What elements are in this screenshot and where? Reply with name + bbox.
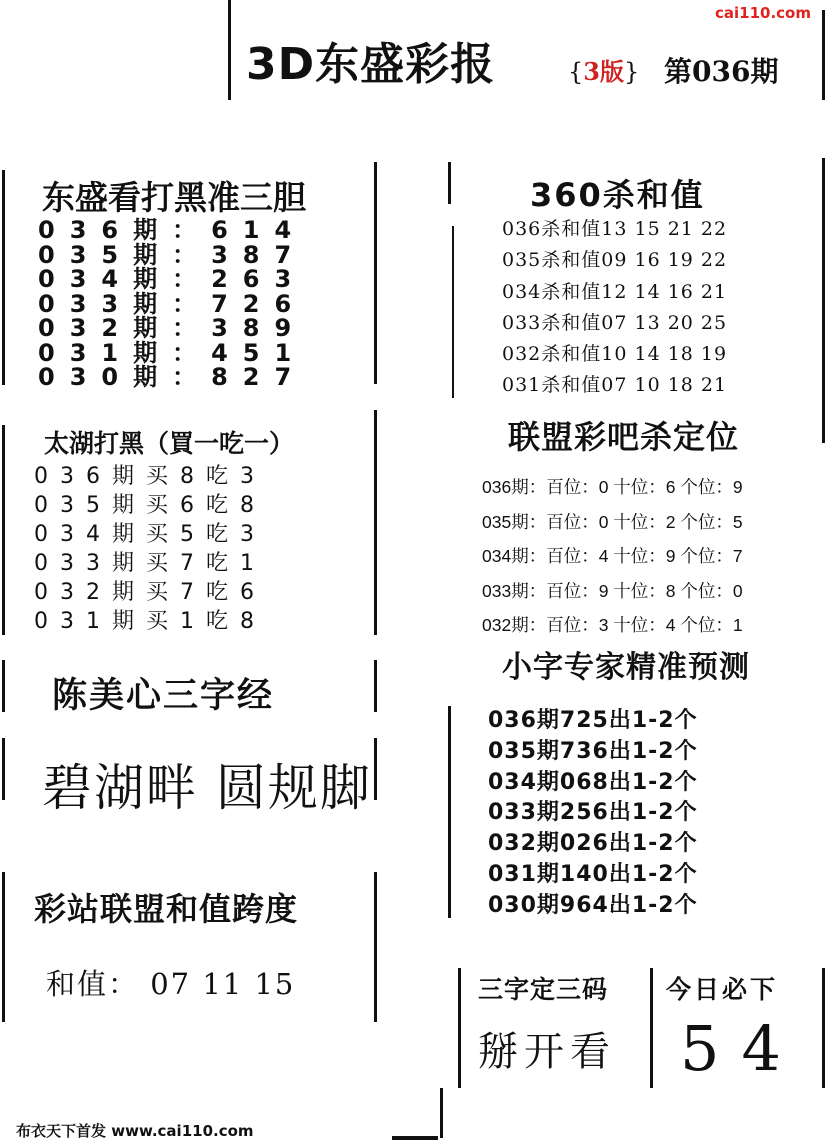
- list-item: 034期：百位：4 十位：9 个位：7: [482, 546, 743, 566]
- right-border-4: [822, 968, 825, 1088]
- section-title-sanzi: 三字定三码: [478, 975, 609, 1004]
- list-item: 034期068出1-2个: [488, 769, 698, 795]
- list-item: 034期：263: [38, 265, 307, 293]
- left-border-2: [2, 425, 5, 635]
- left-divider-4: [374, 738, 377, 800]
- forecast-list: [488, 706, 698, 922]
- left-divider-5: [374, 872, 377, 1022]
- list-item: 036期买8吃3: [34, 464, 266, 489]
- list-item: 033期256出1-2个: [488, 800, 698, 826]
- edition-brace-open: {: [568, 58, 584, 86]
- section-title-lianmeng: 联盟彩吧杀定位: [508, 418, 740, 456]
- edition-number: 3版: [583, 57, 624, 86]
- list-item: 035期买6吃8: [34, 493, 266, 518]
- left-border-1: [2, 170, 5, 385]
- right-border-3: [458, 968, 461, 1088]
- list-item: 030期：827: [38, 363, 307, 391]
- kill-sum-list: [502, 214, 727, 402]
- sanzi-text: 掰开看: [478, 1029, 616, 1075]
- list-item: 032期：百位：3 十位：4 个位：1: [482, 615, 743, 635]
- list-item: 035杀和值09 16 19 22: [502, 249, 728, 272]
- list-item: 034期买5吃3: [34, 522, 266, 547]
- chen-poem: 碧湖畔 圆规脚: [42, 759, 372, 817]
- right-border-1a: [448, 162, 451, 204]
- right-border-1b: [452, 226, 454, 398]
- section-title-bixia: 今日必下: [666, 975, 779, 1004]
- list-item: 033杀和值07 13 20 25: [502, 311, 728, 334]
- box-divider: [650, 968, 653, 1088]
- taihu-list: [34, 462, 266, 636]
- issue-number: 第036期: [664, 55, 779, 88]
- left-border-5: [2, 872, 5, 1022]
- left-divider-2: [374, 410, 377, 635]
- hezhi-values: 和值： 07 11 15: [46, 967, 296, 1001]
- bottom-divider: [440, 1088, 443, 1138]
- must-pick-number: 54: [680, 1012, 803, 1085]
- black-list: [38, 218, 306, 390]
- bottom-rule: [392, 1136, 438, 1140]
- list-item: 033期：百位：9 十位：8 个位：0: [482, 580, 743, 601]
- section-title-xiaozi: 小字专家精准预测: [502, 650, 750, 685]
- header-divider-right: [822, 10, 825, 100]
- section-title-caizhan: 彩站联盟和值跨度: [34, 890, 299, 928]
- list-item: 030期964出1-2个: [488, 892, 698, 918]
- section-title-taihu: 太湖打黑（買一吃一）: [44, 429, 295, 458]
- edition-badge: [568, 52, 639, 87]
- page-title: 3D东盛彩报: [246, 39, 496, 90]
- position-list: [482, 470, 743, 643]
- site-watermark: cai110.com: [715, 4, 811, 22]
- list-item: 035期：387: [38, 240, 307, 269]
- header-divider-left: [228, 0, 231, 100]
- list-item: 034杀和值12 14 16 21: [502, 280, 728, 303]
- section-title-black: 东盛看打黑准三胆: [42, 178, 306, 217]
- left-divider-1: [374, 162, 377, 384]
- edition-brace-close: }: [623, 58, 640, 86]
- list-item: 031期：451: [38, 338, 307, 367]
- list-item: 035期736出1-2个: [488, 738, 698, 764]
- list-item: 036期725出1-2个: [488, 708, 698, 733]
- section-title-360: 360杀和值: [530, 176, 705, 214]
- list-item: 032期026出1-2个: [488, 831, 698, 857]
- right-border-2: [448, 706, 451, 918]
- list-item: 035期：百位：0 十位：2 个位：5: [482, 511, 743, 532]
- list-item: 036期：百位：0 十位：6 个位：9: [482, 477, 743, 497]
- list-item: 031期买1吃8: [34, 609, 266, 634]
- list-item: 032期：389: [38, 314, 307, 342]
- list-item: 033期买7吃1: [34, 551, 266, 576]
- list-item: 032期买7吃6: [34, 580, 266, 605]
- list-item: 036期：614: [38, 216, 307, 244]
- left-border-3: [2, 660, 5, 712]
- list-item: 033期：726: [38, 289, 307, 318]
- list-item: 036杀和值13 15 21 22: [502, 218, 728, 240]
- left-divider-3: [374, 660, 377, 712]
- footer-credit: 布衣天下首发 www.cai110.com: [16, 1122, 254, 1140]
- list-item: 031杀和值07 10 18 21: [502, 374, 728, 397]
- right-border-1: [822, 158, 825, 443]
- list-item: 031期140出1-2个: [488, 861, 698, 887]
- list-item: 032杀和值10 14 18 19: [502, 343, 728, 366]
- section-title-chen: 陈美心三字经: [52, 675, 275, 716]
- left-border-4: [2, 738, 5, 800]
